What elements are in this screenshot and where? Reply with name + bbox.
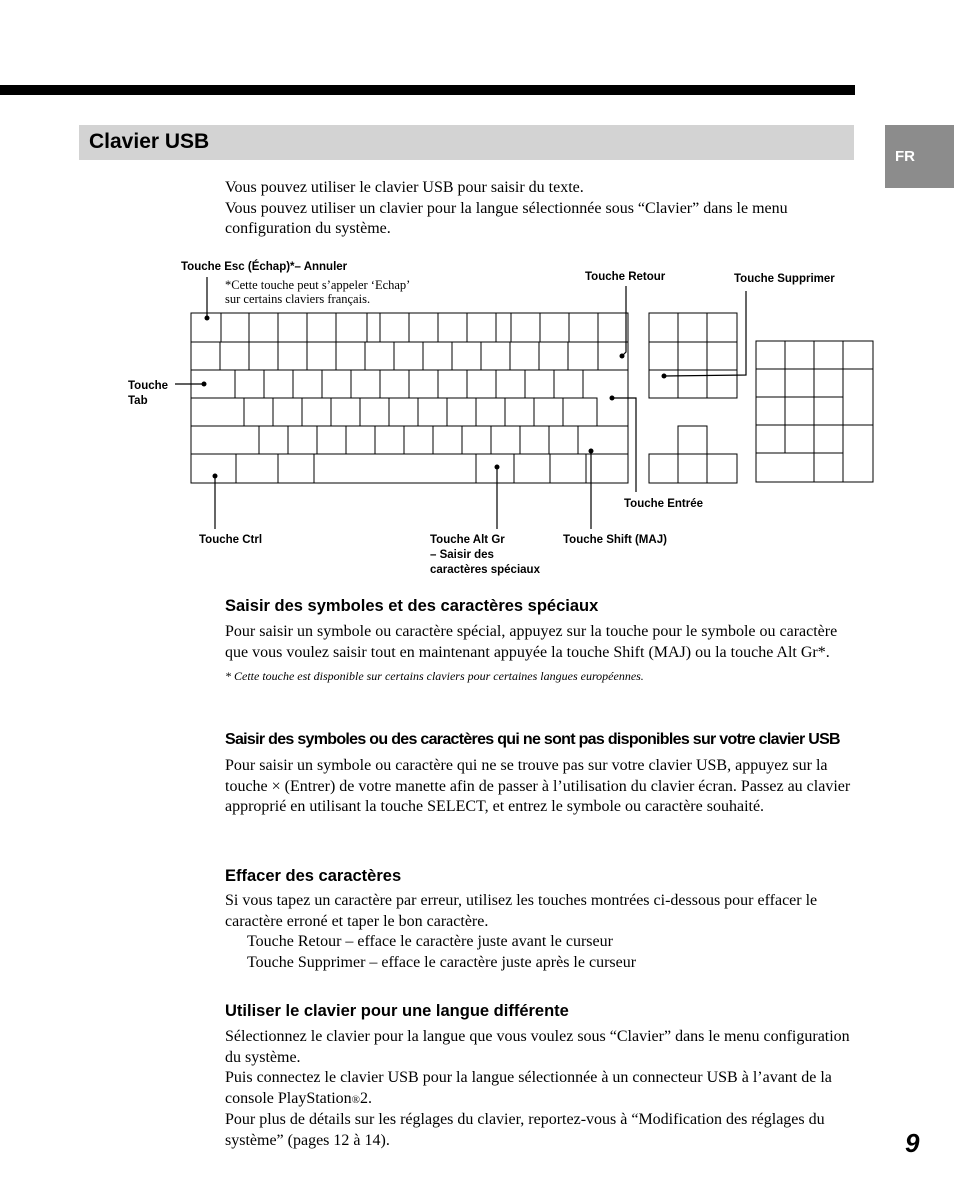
other-language-text	[225, 1027, 860, 1151]
special-characters-paragraph: Pour saisir un symbole ou caractère spécial, appuyez sur la touche pour le symbole ou caractère que vous voulez saisir tout en maintenant appuyée la touche Shift (MAJ) ou la touche Alt Gr*.	[225, 623, 838, 661]
erase-characters-paragraph: Si vous tapez un caractère par erreur, utilisez les touches montrées ci-dessous pour effacer le caractère erroné et taper le bon caractère.	[225, 892, 818, 930]
label-enter-key: Touche Entrée	[624, 498, 704, 510]
special-characters-text	[225, 622, 860, 687]
unavailable-characters-paragraph: Pour saisir un symbole ou caractère qui ne se trouve pas sur votre clavier USB, appuyez sur la touche × (Entrer) de votre manette afin de passer à l’utilisation du clavier écran. Passez au clavier approprié en utilisant la touche SELECT, et entrez le symbole ou caractère souhaité.	[225, 757, 851, 815]
top-rule	[0, 85, 855, 95]
heading-erase-characters: Effacer des caractères	[225, 867, 402, 885]
intro-line-1: Vous pouvez utiliser le clavier USB pour saisir du texte.	[225, 179, 584, 196]
label-shift-key: Touche Shift (MAJ)	[563, 534, 667, 546]
label-delete-key: Touche Supprimer	[734, 273, 835, 285]
label-altgr-key-3: caractères spéciaux	[430, 564, 540, 576]
intro-text	[225, 178, 860, 240]
other-language-p2-end: 2.	[360, 1089, 373, 1107]
other-language-paragraph-2	[225, 1068, 860, 1110]
page-number: 9	[905, 1128, 920, 1158]
label-esc-key: Touche Esc (Échap)*– Annuler	[181, 261, 348, 273]
heading-unavailable-characters: Saisir des symboles ou des caractères qui ne sont pas disponibles sur votre clavier USB	[225, 731, 840, 748]
page-title: Clavier USB	[89, 130, 210, 153]
language-tab	[885, 125, 954, 188]
other-language-paragraph-1: Sélectionnez le clavier pour la langue que vous voulez sous “Clavier” dans le menu configuration du système.	[225, 1028, 850, 1066]
section-title-bar	[79, 125, 854, 160]
other-language-paragraph-3: Pour plus de détails sur les réglages du clavier, reportez-vous à “Modification des réglages du système” (pages 12 à 14).	[225, 1111, 825, 1149]
special-characters-footnote: * Cette touche est disponible sur certains claviers pour certaines langues européennes.	[225, 669, 644, 683]
label-backspace-key: Touche Retour	[585, 271, 666, 283]
label-esc-note-2: sur certains claviers français.	[225, 292, 371, 306]
heading-other-language: Utiliser le clavier pour une langue différente	[225, 1002, 569, 1020]
label-altgr-key-2: – Saisir des	[430, 549, 494, 561]
label-tab-key-2: Tab	[128, 395, 148, 407]
language-tab-label: FR	[895, 148, 915, 165]
erase-item-backspace: Touche Retour – efface le caractère juste avant le curseur	[247, 933, 613, 950]
keyboard-diagram	[0, 240, 954, 585]
unavailable-characters-text	[225, 756, 860, 818]
erase-item-delete: Touche Supprimer – efface le caractère juste après le curseur	[247, 953, 637, 971]
other-language-p2-main: Puis connectez le clavier USB pour la langue sélectionnée à un connecteur USB à l’avant de la console PlayStation	[225, 1069, 832, 1107]
label-altgr-key-1: Touche Alt Gr	[430, 534, 505, 546]
heading-special-characters: Saisir des symboles et des caractères spéciaux	[225, 597, 599, 615]
intro-line-2: Vous pouvez utiliser un clavier pour la langue sélectionnée sous “Clavier” dans le menu configuration du système.	[225, 199, 788, 237]
label-esc-note-1: *Cette touche peut s’appeler ‘Echap’	[225, 278, 411, 292]
label-tab-key-1: Touche	[128, 380, 169, 392]
erase-characters-text	[225, 891, 860, 973]
label-ctrl-key: Touche Ctrl	[199, 534, 263, 546]
registered-mark: ®	[351, 1093, 361, 1106]
